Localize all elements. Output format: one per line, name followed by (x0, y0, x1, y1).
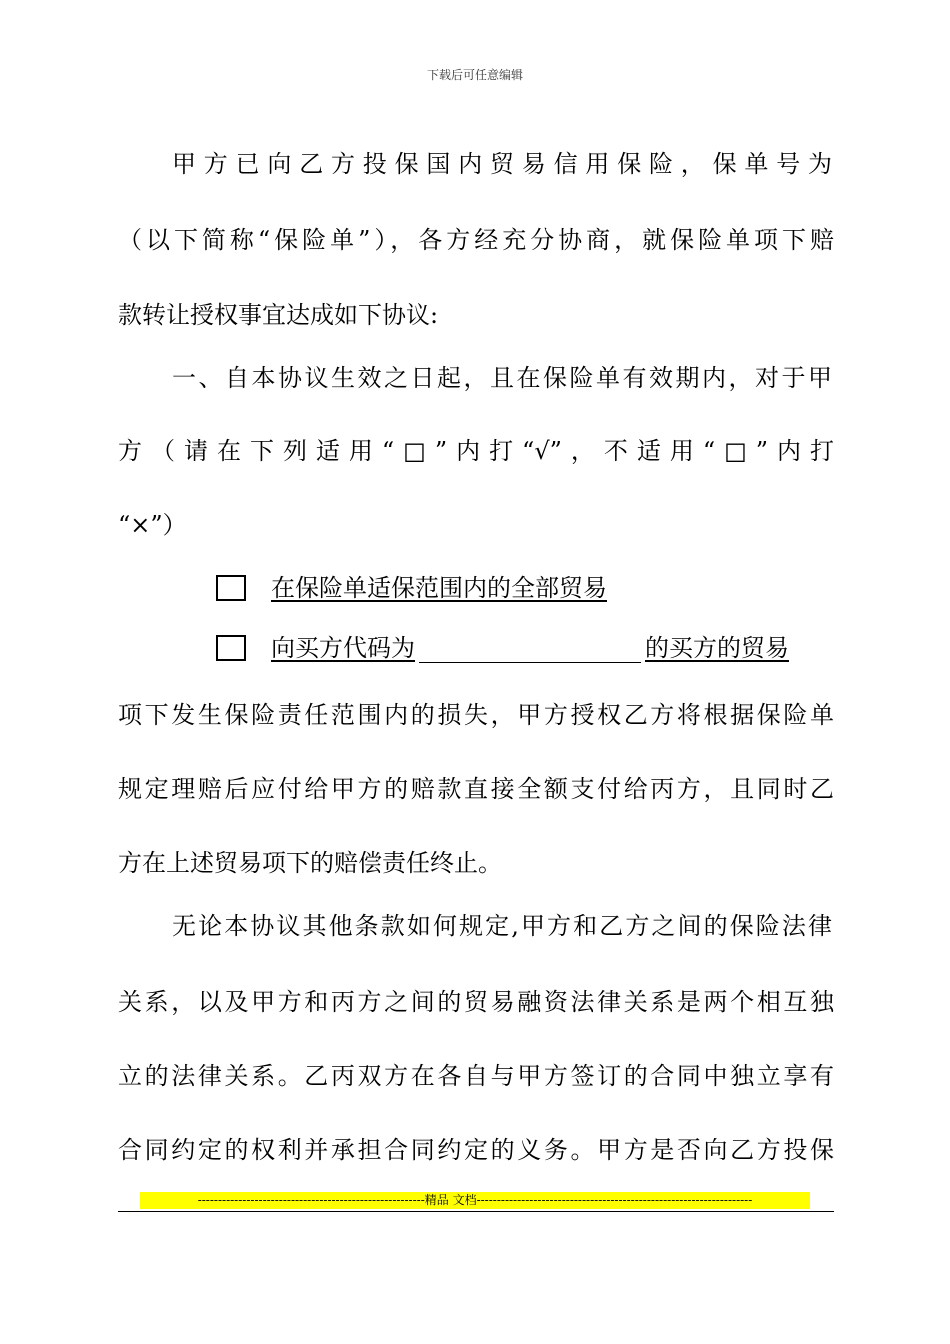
option-buyer-code-prefix: 向买方代码为 (271, 634, 415, 662)
buyer-code-blank[interactable] (419, 638, 641, 663)
option-row-buyer-code[interactable] (216, 633, 816, 665)
paragraph-line: 甲方已向乙方投保国内贸易信用保险，保单号为 (172, 150, 832, 178)
checkbox-all-trade[interactable] (216, 575, 246, 601)
paragraph-line: 项下发生保险责任范围内的损失，甲方授权乙方将根据保险单 (118, 701, 834, 729)
paragraph-line: 方（请在下列适用“□”内打“√”，不适用“□”内打 (118, 437, 834, 465)
paragraph-line: 款转让授权事宜达成如下协议: (118, 301, 439, 329)
footer-banner: --------------------------------------------------------精品 文档-------------------------------------------------------------------- (140, 1192, 810, 1209)
option-buyer-code-suffix: 的买方的贸易 (645, 634, 789, 662)
paragraph-line: （以下简称“保险单”），各方经充分协商，就保险单项下赔 (118, 226, 834, 254)
paragraph-line: 合同约定的权利并承担合同约定的义务。甲方是否向乙方投保 (118, 1136, 834, 1164)
paragraph-line: “×”） (118, 511, 187, 539)
checkbox-buyer-code[interactable] (216, 635, 246, 661)
paragraph-line: 无论本协议其他条款如何规定,甲方和乙方之间的保险法律 (172, 912, 832, 940)
paragraph-line: 规定理赔后应付给甲方的赔款直接全额支付给丙方，且同时乙 (118, 775, 834, 803)
paragraph-line: 方在上述贸易项下的赔偿责任终止。 (118, 849, 502, 877)
option-row-all-trade[interactable] (216, 573, 816, 605)
paragraph-line: 立的法律关系。乙丙双方在各自与甲方签订的合同中独立享有 (118, 1062, 834, 1090)
page-header: 下载后可任意编辑 (426, 68, 523, 82)
option-buyer-code-label (271, 633, 789, 663)
paragraph-line: 关系，以及甲方和丙方之间的贸易融资法律关系是两个相互独 (118, 988, 834, 1016)
option-all-trade-label: 在保险单适保范围内的全部贸易 (271, 574, 607, 602)
paragraph-line: 一、自本协议生效之日起，且在保险单有效期内，对于甲 (172, 364, 832, 392)
footer-divider (118, 1211, 834, 1212)
